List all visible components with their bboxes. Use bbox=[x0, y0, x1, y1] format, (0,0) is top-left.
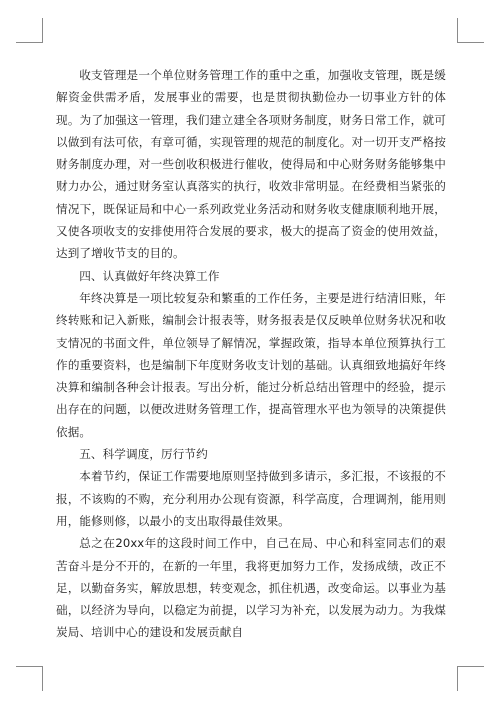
crop-mark-top-right bbox=[458, 42, 484, 43]
paragraph-summary: 总之在20xx年的这段时间工作中，自己在局、中心和科室同志们的艰苦奋斗是分不开的，在新的一年里，我将更加努力工作，发扬成绩，改正不足，以勤奋务实，解放思想，转变观念，抓住机遇，改变命运。以事业为基础，以经济为导向，以稳定为前提，以学习为补充，以发展为动力。为我煤炭局、培训中心的建设和发展贡献自 bbox=[56, 536, 446, 640]
crop-mark-top-left bbox=[16, 42, 42, 43]
crop-mark-top-right bbox=[457, 18, 458, 43]
crop-mark-top-left bbox=[42, 18, 43, 43]
heading-scientific-scheduling: 五、科学调度，厉行节约 bbox=[79, 447, 208, 462]
crop-mark-bottom-left bbox=[16, 666, 42, 667]
document-body bbox=[56, 64, 446, 644]
paragraph-scientific-scheduling: 本着节约，保证工作需要地原则坚持做到多请示，多汇报，不该报的不报，不该购的不购，充分利用办公现有资源，科学高度，合理调剂，能用则用，能修则修，以最小的支出取得最佳效果。 bbox=[56, 469, 446, 528]
heading-year-end-settlement: 四、认真做好年终决算工作 bbox=[79, 268, 220, 283]
paragraph-year-end-settlement: 年终决算是一项比较复杂和繁重的工作任务，主要是进行结清旧账，年终转账和记入新账，编制会计报表等，财务报表是仅反映单位财务状况和收支情况的书面文件，单位领导了解情况，掌握政策，指导本单位预算执行工作的重要资料，也是编制下年度财务收支计划的基础。认真细致地搞好年终决算和编制各种会计报表。写出分析，能过分析总结出管理中的经验，提示出存在的问题，以便改进财务管理工作，提高管理水平也为领导的决策提供依据。 bbox=[56, 290, 446, 439]
paragraph-income-expense: 收支管理是一个单位财务管理工作的重中之重，加强收支管理，既是缓解资金供需矛盾，发展事业的需要，也是贯彻执勤俭办一切事业方针的体现。为了加强这一管理，我们建立建全各项财务制度，财务日常工作，就可以做到有法可依，有章可循，实现管理的规范的制度化。对一切开支严格按财务制度办理，对一些创收积极进行催收，使得局和中心财务财务能够集中财力办公，通过财务室认真落实的执行，收效非常明显。在经费相当紧张的情况下，既保证局和中心一系列政党业务活动和财务收支健康顺利地开展，又使各项收支的安排使用符合发展的要求，极大的提高了资金的使用效益，达到了增收节支的目的。 bbox=[56, 68, 446, 261]
crop-mark-bottom-left bbox=[42, 666, 43, 691]
crop-mark-bottom-right bbox=[458, 666, 484, 667]
crop-mark-bottom-right bbox=[457, 666, 458, 691]
